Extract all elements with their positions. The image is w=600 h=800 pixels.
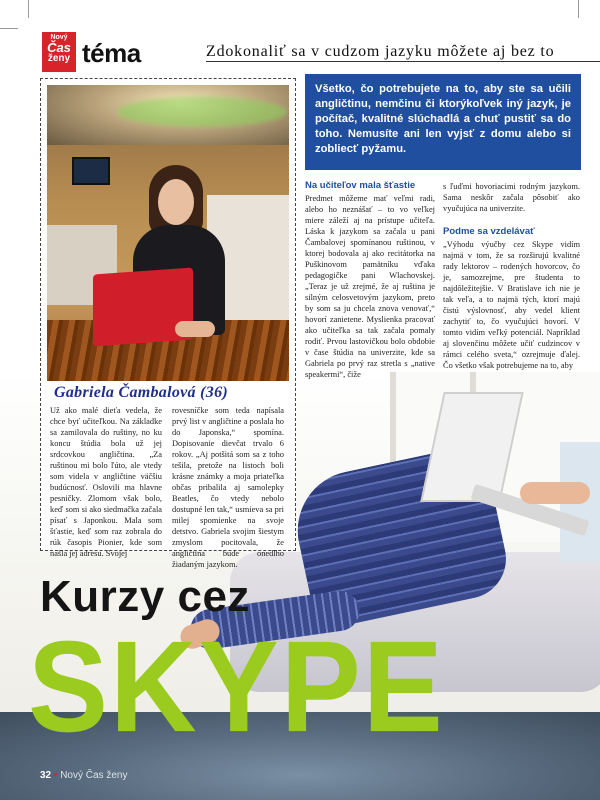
intro-box: Všetko, čo potrebujete na to, aby ste sa učili angličtinu, nemčinu či ktorýkoľvek iný jazyk, je počítač, kvalitné slúchadlá a chuť pustiť sa do toho. Nemusíte ani len vyjsť z domu alebo si zobliecť pyžamu.: [305, 74, 581, 170]
tv: [72, 157, 110, 185]
article-column-2-top: s ľuďmi hovoriacimi rodným jazykom. Sama neskôr začala pôsobiť ako vyučujúca na univerzite.: [443, 182, 580, 213]
title-line-2: SKYPE: [28, 614, 445, 760]
hand: [175, 321, 215, 337]
subhead-teachers: Na učiteľov mala šťastie: [305, 180, 416, 191]
title-line-1: Kurzy cez: [40, 572, 250, 621]
ceiling-light: [117, 97, 287, 127]
page-footer: [40, 770, 127, 781]
subhead-learning: Podme sa vzdelávať: [443, 226, 535, 237]
portrait-caption: Gabriela Čambalová (36): [54, 384, 228, 401]
crop-mark: [578, 0, 579, 18]
footer-brand: Nový Čas ženy: [60, 770, 128, 781]
page-headline: Zdokonaliť sa v cudzom jazyku môžete aj bez to: [206, 43, 600, 62]
logo-middle: Čas: [47, 40, 71, 55]
page-number: 32: [40, 770, 52, 781]
bio-column-1: Už ako malé dieťa vedela, že chce byť učiteľkou. Na základke sa zamilovala do ruštiny, no ku koncu štúdia bola už jej srdcovkou angličtina. „Za ruštinou mi bolo ľúto, ale vtedy som videla v angličtine väčšiu budúcnosť. Oslovili ma hlavne pesničky. Zlomom však bolo, keď som si ako siedmačka začala písať s Japonkou. Mala som šťastie, keď som raz zobrala do rúk časopis Pionier, kde som našla jej adresu. Svojej: [50, 406, 162, 558]
bio-column-2: rovesníčke som teda napísala prvý list v angličtine a poslala ho do Japonska,“ spomína. Dopisovanie dievčat trvalo 6 rokov. „Aj potšitá som sa z toho tešila, pretože na listoch boli krásne známky a moja priateľka občas pribalila aj samolepky Beatles, čo vtedy nebolo dostupné len tak,“ usmieva sa pri milej spomienke na svoje detstvo. Gabriela svojim šiestym zmyslom pocitovala, že angličtina bude onedlho žiadaným jazykom.: [172, 406, 284, 569]
portrait-photo: [47, 85, 289, 381]
face: [158, 179, 194, 225]
article-column-1: Predmet môžeme mať veľmi radi, alebo ho neznášať – to vo veľkej miere záleží aj na prístupe učiteľa. Láska k jazykom sa začala u pani Čambalovej spomínanou ruštinou, v ktorej bodovala aj ako recitátorka na Puškinovom pamätníku vďaka pedagogičke pani Wlachovskej. „Teraz je už zrejmé, že aj ruština je silným celosvetovým jazykom, preto by som sa ju chcela znova venovať,“ hovorí zanietene. Myslienka pracovať ako učiteľka sa tak začala pomaly rodiť. Prvou lastovičkou bolo obdobie v čase štúdia na univerzite, kde sa Gabriela po prvý raz stretla s „native speakermi“, čiže: [305, 194, 435, 379]
footer-dot-icon: •: [53, 770, 58, 781]
magazine-logo: [42, 32, 76, 72]
crop-mark: [28, 0, 29, 18]
crop-mark: [0, 28, 18, 29]
article-column-2: „Výhodu výučby cez Skype vidím najmä v tom, že sa rozširujú kvalitné rady lektorov – rodených hovorcov, čo je, samozrejme, pre študenta to najdôležitejšie. V Bratislave ich nie je tak veľa, a to najmä tých, ktorí majú čistú výslovnosť, aby vedel klient zachytiť to, čo vyučujúci hovorí. V tomto vidím veľký potenciál. Napríklad aj slovenčinu môžete učiť cudzincov v rámci celého sveta,“ ozrejmuje ďalej. Čo všetko však potrebujeme na to, aby: [443, 240, 580, 370]
arm: [520, 482, 590, 504]
section-label: téma: [82, 38, 141, 68]
logo-top: Nový: [50, 34, 68, 41]
logo-bottom: ženy: [47, 53, 71, 64]
